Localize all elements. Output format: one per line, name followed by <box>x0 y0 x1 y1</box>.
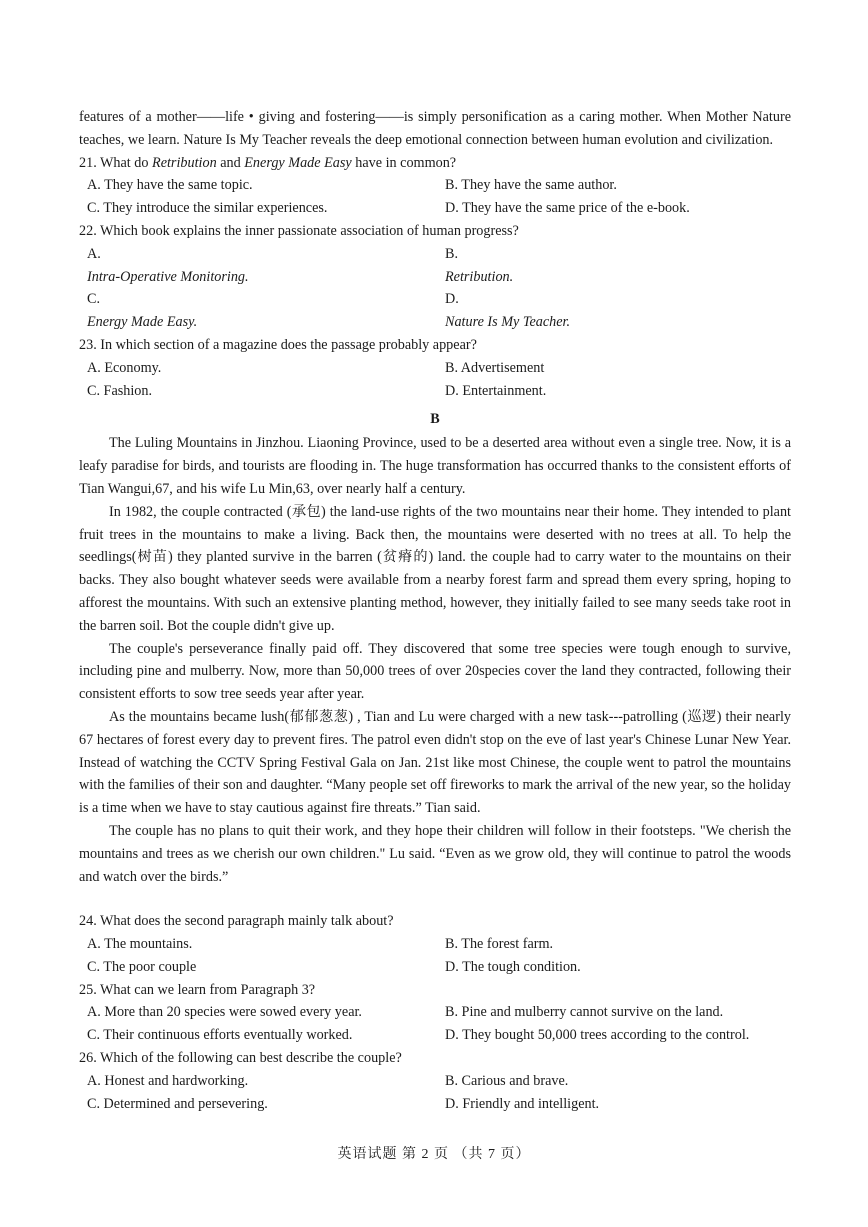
option-d: D. Nature Is My Teacher. <box>445 291 571 331</box>
option-b: B. The forest farm. <box>445 936 554 953</box>
question-26 <box>79 1047 791 1115</box>
question-25-options <box>79 1001 791 1047</box>
option-a: A. Honest and hardworking. <box>87 1072 249 1089</box>
question-21-options <box>79 174 791 220</box>
option-b: B. Advertisement <box>445 359 545 376</box>
page-footer: 英语试题 第 2 页 （共 7 页） <box>337 1147 531 1162</box>
question-24-options <box>79 933 791 979</box>
passage-a-tail: features of a mother——life • giving and fostering——is simply personification as a caring mother. When Mother Nature teaches, we learn. Nature Is My Teacher reveals the deep emotional connection between human evolution and civilization. <box>79 109 791 148</box>
question-21-stem: 21. What do Retribution and Energy Made Easy have in common? <box>79 154 457 171</box>
page-content <box>79 106 791 1115</box>
spacer <box>79 888 791 910</box>
option-c: C. Energy Made Easy. <box>87 291 198 331</box>
option-d: D. Entertainment. <box>445 382 547 399</box>
section-b-paragraph-2: In 1982, the couple contracted (承包) the land-use rights of the two mountains near their home. They intended to plant fruit trees in the mountains to make a living. Back then, the mountains were deserted with no trees at all. To help the seedlings(树苗) they planted survive in the barren (贫瘠的) land. the couple had to carry water to the mountains on their backs. They also bought whatever seeds were available from a nearby forest farm and spread them every spring, hoping to afforest the mountains. With such an extensive planting method, however, they initially failed to see many seeds take root in the barren soil. Bot the couple didn't give up. <box>79 503 791 634</box>
option-d: D. Friendly and intelligent. <box>445 1095 600 1112</box>
question-25 <box>79 979 791 1047</box>
option-a: A. They have the same topic. <box>87 177 253 194</box>
option-d: D. They have the same price of the e-book. <box>445 200 690 217</box>
question-24-stem: 24. What does the second paragraph mainly talk about? <box>79 913 394 930</box>
question-23-stem: 23. In which section of a magazine does the passage probably appear? <box>79 336 477 353</box>
option-c: C. Determined and persevering. <box>87 1095 268 1112</box>
option-c: C. They introduce the similar experiences. <box>87 200 328 217</box>
section-b-paragraph-3: The couple's perseverance finally paid off. They discovered that some tree species were tough enough to survive, including pine and mulberry. Now, more than 50,000 trees of over 20species cover the land they contracted, following their consistent efforts to sow tree seeds year after year. <box>79 640 791 703</box>
section-b-paragraph-1: The Luling Mountains in Jinzhou. Liaoning Province, used to be a deserted area without even a single tree. Now, it is a leafy paradise for birds, and tourists are flooding in. The huge transformation has occurred thanks to the consistent efforts of Tian Wangui,67, and his wife Lu Min,63, over nearly half a century. <box>79 435 791 497</box>
question-21 <box>79 152 791 220</box>
question-23-options <box>79 357 791 403</box>
question-26-options <box>79 1070 791 1116</box>
question-23 <box>79 334 791 402</box>
option-a: A. Economy. <box>87 359 162 376</box>
section-b-paragraph-4: As the mountains became lush(郁郁葱葱) , Tian and Lu were charged with a new task---patrolling (巡逻) their nearly 67 hectares of forest every day to prevent fires. The patrol even didn't stop on the eve of last year's Chinese Lunar New Year. Instead of watching the CCTV Spring Festival Gala on Jan. 21st like most Chinese, the couple went to patrol the mountains with the families of their son and daughter. “Many people set off fireworks to mark the arrival of the new year, so the holiday is a time when we have to stay cautious against fire threats.” Tian said. <box>79 708 791 817</box>
question-24 <box>79 910 791 978</box>
option-c: C. Fashion. <box>87 382 153 399</box>
option-b: B. Carious and brave. <box>445 1072 569 1089</box>
option-d: D. The tough condition. <box>445 958 581 975</box>
option-d: D. They bought 50,000 trees according to the control. <box>445 1027 750 1044</box>
option-c: C. The poor couple <box>87 958 197 975</box>
question-26-stem: 26. Which of the following can best describe the couple? <box>79 1050 402 1067</box>
section-b-title: B <box>430 411 440 428</box>
question-22-options <box>79 243 791 334</box>
option-b: B. Pine and mulberry cannot survive on the land. <box>445 1004 724 1021</box>
option-a: A. More than 20 species were sowed every year. <box>87 1004 362 1021</box>
option-b: B. They have the same author. <box>445 177 617 194</box>
question-25-stem: 25. What can we learn from Paragraph 3? <box>79 981 316 998</box>
question-22 <box>79 220 791 334</box>
question-22-stem: 22. Which book explains the inner passionate association of human progress? <box>79 222 519 239</box>
option-b: B. Retribution. <box>445 245 514 285</box>
section-b-paragraph-5: The couple has no plans to quit their work, and they hope their children will follow in their footsteps. "We cherish the mountains and trees as we cherish our own children." Lu said. “Even as we grow old, they will continue to patrol the woods and watch over the birds.” <box>79 822 791 885</box>
option-a: A. The mountains. <box>87 936 193 953</box>
option-c: C. Their continuous efforts eventually worked. <box>87 1027 353 1044</box>
option-a: A. Intra-Operative Monitoring. <box>87 245 249 285</box>
